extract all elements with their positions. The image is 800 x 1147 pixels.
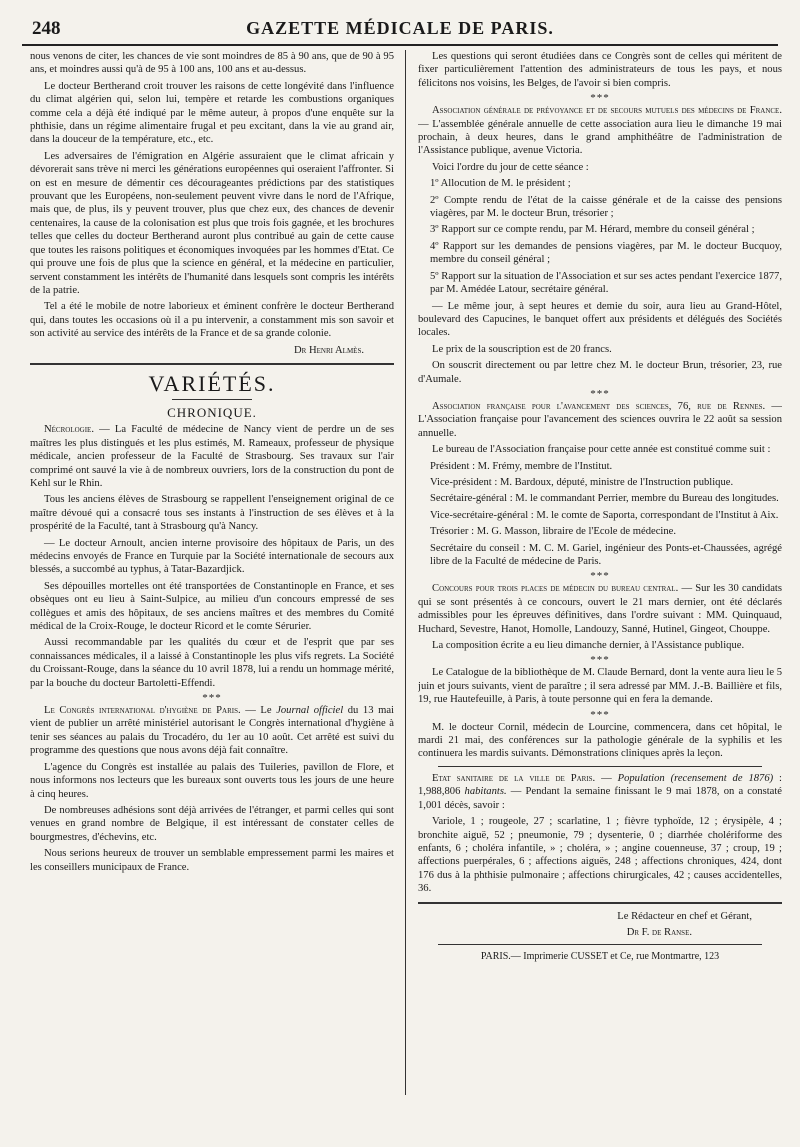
title-underline [172,399,252,400]
paragraph: Nous serions heureux de trouver un semblable empressement parmi les maires et les conseillers municipaux de France. [30,848,394,873]
item-text: — L'Association française pour l'avancement des sciences ouvrira le 22 août sa session annuelle. [418,400,782,439]
subsection-title: CHRONIQUE. [167,404,257,420]
asterism: *** [590,708,610,721]
editor-name: Dr F. de Ranse. [626,926,692,938]
item-heading: Le Congrès international d'hygiène de Paris. [44,705,241,717]
right-column [418,50,782,1135]
paragraph: Le docteur Bertherand croit trouver les raisons de cette longévité dans l'influence du climat algérien qui, selon lui, tempère et retarde les combustions organiques comme cela a déjà été indiqué par le même auteur, à propos d'une enquête sur la phthisie, dans un régime alimentaire frugal et peu excitant, dans la vie au grand air, dans la douceur de la température, etc., etc. [30,80,394,146]
paragraph: nous venons de citer, les chances de vie sont moindres de 85 à 90 ans, que de 90 à 95 ans, et moindres aussi qu'à de 95 à 100 ans, 100 ans et au-dessus. [30,51,394,76]
article-signature: Dr Henri Almès. [294,344,364,356]
asterism: *** [202,692,222,705]
paragraph: Tel a été le mobile de notre laborieux et éminent confrère le docteur Bertherand qui, dans toutes les occasions où il a pu intervenir, a constamment mis son savoir et son activité au service des intérêts de la France et de sa grande colonie. [30,301,394,340]
section-divider [438,766,762,767]
item-text: — Le [240,705,277,717]
item-text: — Pendant la semaine finissant le 9 mai 1878, on a constaté 1,001 décès, savoir : [418,786,782,811]
paragraph: Tous les anciens élèves de Strasbourg se rappellent l'enseignement original de ce maître dévoué qui a consacré tous ses instants à l'instruction de ses élèves et à la prospérité de la Faculté, tant à Strasbourg qu'à Nancy. [30,494,394,533]
journal-title: GAZETTE MÉDICALE DE PARIS. [246,18,554,38]
asterism: *** [590,570,610,583]
paragraph: Aussi recommandable par les qualités du cœur et de l'esprit que par ses connaissances médicales, il a laissé à Constantinople les plus vifs regrets. La Société du Croissant-Rouge, dans la séance du 10 avril 1878, lui a rendu un hommage mérité, par la bouche du docteur Bartoletti-Effendi. [30,637,394,689]
list-item: Vice-secrétaire-général : M. le comte de Saporta, correspondant de l'Institut à Aix. [430,509,779,521]
paragraph: Le bureau de l'Association française pour cette année est constitué comme suit : [432,444,771,456]
signoff [418,910,782,964]
item-heading: Association générale de prévoyance et de secours mutuels des médecins de France. [432,105,782,117]
column-rule [405,50,406,1095]
bureau-list [418,460,782,569]
page-header [22,16,778,46]
paragraph: Variole, 1 ; rougeole, 27 ; scarlatine, 1 ; fièvre typhoïde, 12 ; érysipèle, 4 ; bronchite aiguë, 52 ; pneumonie, 79 ; dysenterie, 0 ; diarrhée cholériforme des enfants, 6 ; choléra infantile, » ; choléra, » ; angine couenneuse, 37 ; croup, 19 ; affections puerpérales, 6 ; affections aiguës, 248 ; affections chroniques, 424, dont 176 dus à la phthisie pulmonaire ; affections chirurgicales, 42 ; causes accidentelles, 36. [418,816,782,895]
agenda-list [418,177,782,296]
item-text: : 1,988,806 [418,772,782,798]
list-item: Vice-président : M. Bardoux, député, ministre de l'Instruction publique. [430,476,734,488]
inhabitants-label: habitants. [464,786,507,798]
item-text: — La Faculté de médecine de Nancy vient de perdre un de ses maîtres les plus distingués et les plus estimés, M. Rameaux, professeur de physique médicale, ancien professeur de la Faculté de Strasbourg. Ses travaux sur l'air comprimé ont sauvé la vie à de nombreux ouvriers, lors de la construction du pont de Kehl sur le Rhin. [30,424,394,489]
asterism: *** [590,92,610,105]
asterism: *** [590,387,610,400]
item-heading: Etat sanitaire de la ville de Paris. [432,772,596,784]
item-heading: Nécrologie. [44,424,94,436]
paragraph: La composition écrite a eu lieu dimanche dernier, à l'Assistance publique. [432,640,745,652]
section-divider [418,902,782,904]
item-text: — Sur les 30 candidats qui se sont présentés à ce concours, ouvert le 21 mars dernier, ont été déclarés admissibles pour les épreuves définitives, dans l'ordre suivant : MM. Quinquaud, Huchard, Sevestre, Hanot, Homolle, Landouzy, Sanné, Hutinel, Gingeot, Chouppe. [418,583,782,635]
editor-line: Le Rédacteur en chef et Gérant, [617,910,752,922]
item-text: du 13 mai vient de publier un arrêté ministériel autorisant le Congrès international d'hygiène à tenir ses séances au palais du Trocadéro, du 1er au 10 août. Cet arrêté est suivi du programme des questions que nous avons déjà fait connaître. [30,705,394,757]
paragraph: M. le docteur Cornil, médecin de Lourcine, commencera, dans cet hôpital, le mardi 21 mai, des conférences sur la pathologie générale de la syphilis et les continuera les mardis suivants. Démonstrations cliniques après la leçon. [418,721,782,760]
paragraph: L'agence du Congrès est installée au palais des Tuileries, pavillon de Flore, et nous informons nos lecteurs que les bureaux sont ouverts tous les jours de une heure à cinq heures. [30,761,394,800]
paragraph: — Le même jour, à sept heures et demie du soir, aura lieu au Grand-Hôtel, boulevard des Capucines, le banquet offert aux présidents et délégués des Sociétés locales. [418,300,782,339]
list-item: 3º Rapport sur ce compte rendu, par M. Hérard, membre du conseil général ; [430,224,755,236]
page-number: 248 [32,18,61,39]
section-divider [30,363,394,365]
list-item: Secrétaire du conseil : M. C. M. Gariel, ingénieur des Ponts-et-Chaussées, agrégé libre de la Faculté de médecine de Paris. [430,542,782,567]
list-item: 4º Rapport sur les demandes de pensions viagères, par M. le docteur Bucquoy, membre du conseil général ; [430,240,782,266]
section-title: VARIÉTÉS. [148,370,276,396]
item-text: — [595,772,618,784]
list-item: Secrétaire-général : M. le commandant Perrier, membre du Bureau des longitudes. [430,493,779,505]
paragraph: — Le docteur Arnoult, ancien interne provisoire des hôpitaux de Paris, un des médecins envoyés de France en Turquie par la Société internationale de secours aux blessés, a succombé au typhus, à Tatar-Bazardjick. [30,537,394,576]
paragraph: Les questions qui seront étudiées dans ce Congrès sont de celles qui méritent de fixer particulièrement l'attention des administrateurs de tous les pays, et nous félicitons nos voisins, les Belges, de l'avoir si bien compris. [418,51,782,89]
paragraph: Le prix de la souscription est de 20 francs. [432,343,612,355]
columns [22,50,782,1135]
paragraph: Ses dépouilles mortelles ont été transportées de Constantinople en France, et ses obsèques ont eu lieu à Saint-Sulpice, au milieu d'un concours empressé de ses collègues et amis des hôpitaux, de ses anciens maîtres et des membres du Comité médical de la Croix-Rouge, le docteur Ricord et le comte Sérurier. [30,580,394,633]
asterism: *** [590,654,610,667]
paragraph: Le Catalogue de la bibliothèque de M. Claude Bernard, dont la vente aura lieu le 5 juin et jours suivants, vient de paraître ; il sera adressé par MM. J.-B. Baillière et fils, 19, rue Hautefeuille, à Paris, à toute personne qui en fera la demande. [418,667,782,706]
printer-line: PARIS.— Imprimerie CUSSET et Ce, rue Montmartre, 123 [480,951,720,963]
list-item: Président : M. Frémy, membre de l'Institut. [430,460,613,472]
paragraph: On souscrit directement ou par lettre chez M. le docteur Brun, trésorier, 23, rue d'Aumale. [418,360,782,385]
item-heading: Concours pour trois places de médecin du bureau central. [432,583,679,595]
list-item: 2º Compte rendu de l'état de la caisse générale et de la caisse des pensions viagères, par M. le docteur Brun, trésorier ; [430,194,782,220]
paragraph: De nombreuses adhésions sont déjà arrivées de l'étranger, et parmi celles qui sont venues en grand nombre de Belgique, il est intéressant de constater celles de bourgmestres, d'échevins, etc. [30,804,394,843]
list-item: 1º Allocution de M. le président ; [430,178,571,190]
list-item: Trésorier : M. G. Masson, libraire de l'Ecole de médecine. [430,526,676,538]
list-item: 5º Rapport sur la situation de l'Association et sur ses actes pendant l'exercice 1877, par M. Amédée Latour, secrétaire général. [430,270,782,296]
signoff-divider [438,944,762,945]
item-text: — L'assemblée générale annuelle de cette association aura lieu le dimanche 19 mai prochain, à deux heures, dans le grand amphithéâtre de l'administration de l'Assistance publique, avenue Victoria. [418,118,782,157]
journal-name: Journal officiel [276,705,344,717]
paragraph: Les adversaires de l'émigration en Algérie assuraient que le climat africain y dévorerait sans trève ni merci les générations européennes qui oseraient l'affronter. Si on est en mesure de démentir ces décourageantes prédictions par des statistiques prouvant que les Européens, non-seulement peuvent vivre dans le nord de l'Afrique, mais que, de plus, ils y peuvent trouver, plus que chez eux, des chances de devenir centenaires, la cause de la colonisation est plus que trois fois gagnée, et les brochures telles que celles du docteur Bertherand auront plus contribué au gain de cette cause que toutes les raisons politiques et économiques invoquées par les hommes d'Etat. Ce qui prouve une fois de plus que la science en général, et la médecine en particulier, servent constamment les intérêts de l'humanité dans lesquels sont compris les intérêts de la patrie. [30,150,394,296]
population-label: Population (recensement de 1876) [617,772,774,784]
item-heading: Association française pour l'avancement des sciences, 76, rue de Rennes. [432,400,766,412]
left-column [30,50,394,1135]
paragraph: Voici l'ordre du jour de cette séance : [432,161,589,173]
